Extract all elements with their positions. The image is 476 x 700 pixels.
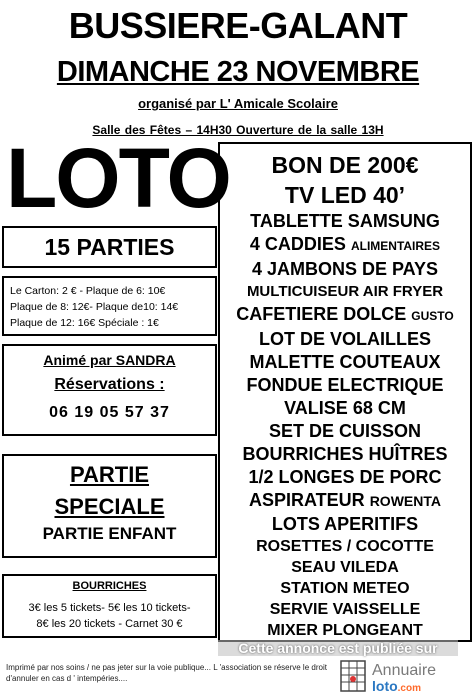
loto-grid-icon [340, 660, 366, 692]
prize-item: LOTS APERITIFS [271, 514, 419, 534]
reservations-label: Réservations : [54, 376, 165, 393]
special-line2: SPECIALE [54, 494, 165, 519]
special-box [2, 454, 217, 558]
bourriches-title: BOURRICHES [72, 580, 147, 592]
annuaire-loto-logo[interactable] [338, 656, 472, 698]
prize-item: MIXER PLONGEANT [267, 622, 423, 639]
special-line1: PARTIE [69, 462, 150, 487]
prize-item: SERVIE VAISSELLE [269, 601, 421, 618]
price-line: Le Carton: 2 € - Plaque de 6: 10€ [10, 285, 166, 297]
host-box [2, 344, 217, 436]
logo-word-annuaire: Annuaire [372, 662, 437, 679]
prize-item: 1/2 LONGES DE PORC [248, 467, 442, 487]
parties-box [2, 226, 217, 268]
special-line3: PARTIE ENFANT [42, 524, 177, 543]
bourriches-box [2, 574, 217, 638]
prize-item: LOT DE VOLAILLES [258, 329, 431, 349]
prize-item: SET DE CUISSON [268, 421, 422, 441]
prize-item: CAFETIERE DOLCE GUSTO [236, 304, 454, 324]
prize-item: BOURRICHES HUÎTRES [242, 444, 448, 464]
price-line: Plaque de 8: 12€- Plaque de10: 14€ [10, 301, 179, 313]
prize-item: 4 JAMBONS DE PAYS [251, 259, 439, 279]
prizes-box [218, 142, 472, 642]
venue-line: Salle des Fêtes – 14H30 Ouverture de la salle 13H [92, 123, 384, 137]
prize-item: SEAU VILEDA [291, 559, 399, 576]
prize-item: 4 CADDIES ALIMENTAIRES [249, 234, 441, 254]
prize-item: TABLETTE SAMSUNG [250, 211, 440, 231]
animated-by: Animé par SANDRA [43, 352, 176, 368]
price-line: Plaque de 12: 16€ Spéciale : 1€ [10, 317, 159, 329]
prize-item: ROSETTES / COCOTTE [256, 538, 434, 555]
footer-disclaimer: Imprimé par nos soins / ne pas jeter sur la voie publique... L 'association se réserve le droit d'annuler en cas d ' intempéries.... [6, 663, 327, 683]
phone-number: 06 19 05 57 37 [49, 404, 170, 421]
published-on-banner[interactable]: Cette annonce est publiée sur [218, 640, 458, 656]
bourriches-line2: 8€ les 20 tickets - Carnet 30 € [36, 618, 183, 630]
date-title: DIMANCHE 23 NOVEMBRE [56, 56, 420, 88]
prize-item: ASPIRATEUR ROWENTA [249, 490, 441, 510]
prize-item: STATION METEO [280, 580, 410, 597]
prize-item: TV LED 40’ [284, 182, 406, 208]
prize-item: VALISE 68 CM [284, 398, 406, 418]
logo-word-loto: loto.com [372, 678, 421, 694]
loto-heading: LOTO [6, 131, 230, 225]
organizer-line: organisé par L' Amicale Scolaire [138, 96, 338, 111]
prize-item: MALETTE COUTEAUX [249, 352, 441, 372]
town-title: BUSSIERE-GALANT [68, 5, 408, 46]
prices-box [2, 276, 217, 336]
parties-label: 15 PARTIES [44, 233, 175, 260]
prize-item: BON DE 200€ [271, 152, 419, 178]
prize-item: FONDUE ELECTRIQUE [246, 375, 444, 395]
bourriches-line1: 3€ les 5 tickets- 5€ les 10 tickets- [28, 602, 191, 614]
prize-item: MULTICUISEUR AIR FRYER [246, 283, 444, 300]
